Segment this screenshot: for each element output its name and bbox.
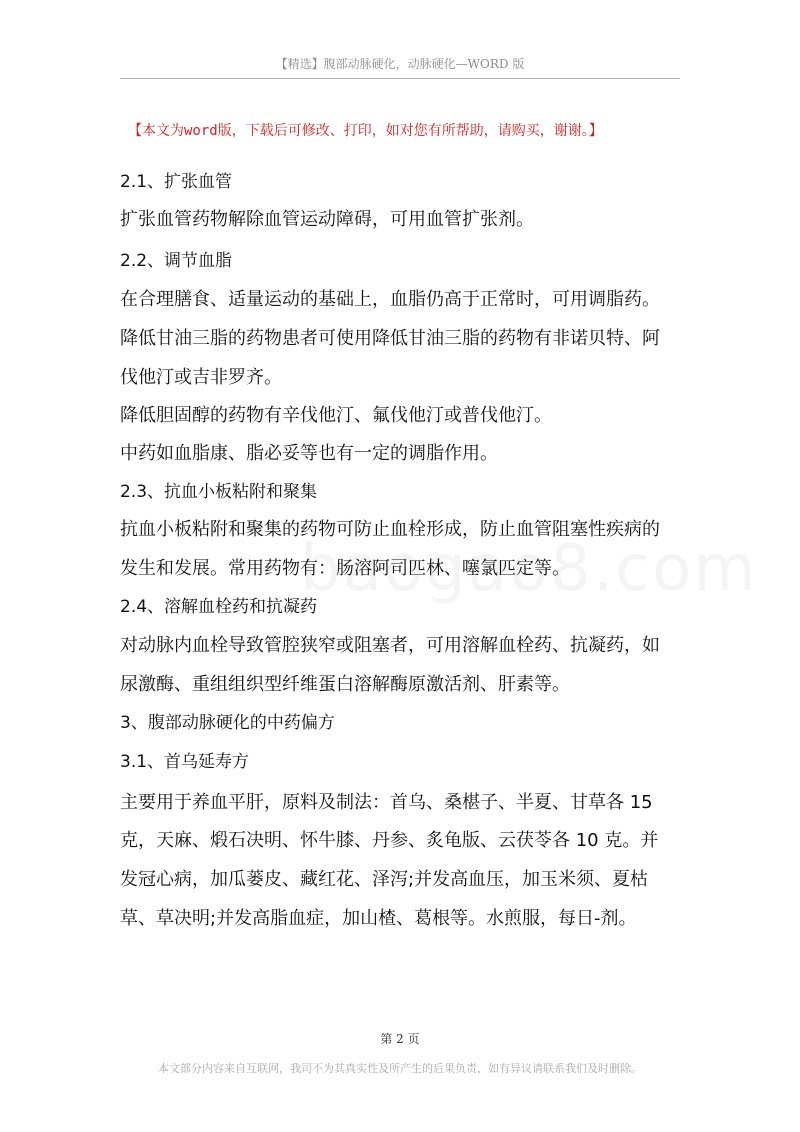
paragraph-line: 降低胆固醇的药物有辛伐他汀、氟伐他汀或普伐他汀。 xyxy=(120,405,552,426)
paragraph-line: 在合理膳食、适量运动的基础上，血脂仍高于正常时，可用调脂药。 xyxy=(120,289,660,310)
section-heading-3: 3、腹部动脉硬化的中药偏方 xyxy=(120,713,335,733)
section-heading-2-4: 2.4、溶解血栓药和抗凝药 xyxy=(120,597,318,617)
paragraph-line: 草、草决明;并发高脂血症，加山楂、葛根等。水煎服，每日-剂。 xyxy=(120,908,637,929)
paragraph-line: 发生和发展。常用药物有：肠溶阿司匹林、噻氯匹定等。 xyxy=(120,558,570,579)
page-header: 【精选】腹部动脉硬化，动脉硬化—WORD 版 xyxy=(120,55,680,79)
paragraph-line: 主要用于养血平肝，原料及制法：首乌、桑椹子、半夏、甘草各 15 xyxy=(120,792,653,813)
paragraph-line: 对动脉内血栓导致管腔狭窄或阻塞者，可用溶解血栓药、抗凝药，如 xyxy=(120,635,660,656)
paragraph-line: 降低甘油三脂的药物患者可使用降低甘油三脂的药物有非诺贝特、阿 xyxy=(120,328,660,349)
paragraph-line: 发冠心病，加瓜蒌皮、藏红花、泽泻;并发高血压，加玉米须、夏枯 xyxy=(120,869,649,890)
section-heading-2-1: 2.1、扩张血管 xyxy=(120,172,233,192)
page-number: 第 2 页 xyxy=(380,1032,420,1046)
paragraph-line: 抗血小板粘附和聚集的药物可防止血栓形成，防止血管阻塞性疾病的 xyxy=(120,519,660,540)
paragraph-line: 伐他汀或吉非罗齐。 xyxy=(120,367,282,388)
paragraph-line: 扩张血管药物解除血管运动障碍，可用血管扩张剂。 xyxy=(120,209,534,230)
paragraph-line: 克，天麻、煅石决明、怀牛膝、丹参、炙龟版、云茯苓各 10 克。并 xyxy=(120,830,659,851)
section-heading-2-3: 2.3、抗血小板粘附和聚集 xyxy=(120,482,318,502)
document-body xyxy=(120,170,686,931)
footer-disclaimer: 本文部分内容来自互联网，我司不为其真实性及所产生的后果负责，如有异议请联系我们及时删除。 xyxy=(158,1062,642,1075)
paragraph-line: 中药如血脂康、脂必妥等也有一定的调脂作用。 xyxy=(120,443,498,464)
download-notice: 【本文为word版，下载后可修改、打印，如对您有所帮助，请购买，谢谢。】 xyxy=(128,123,603,139)
paragraph-line: 尿激酶、重组组织型纤维蛋白溶解酶原激活剂、肝素等。 xyxy=(120,674,570,695)
section-heading-2-2: 2.2、调节血脂 xyxy=(120,251,233,271)
section-heading-3-1: 3.1、首乌延寿方 xyxy=(120,752,250,772)
